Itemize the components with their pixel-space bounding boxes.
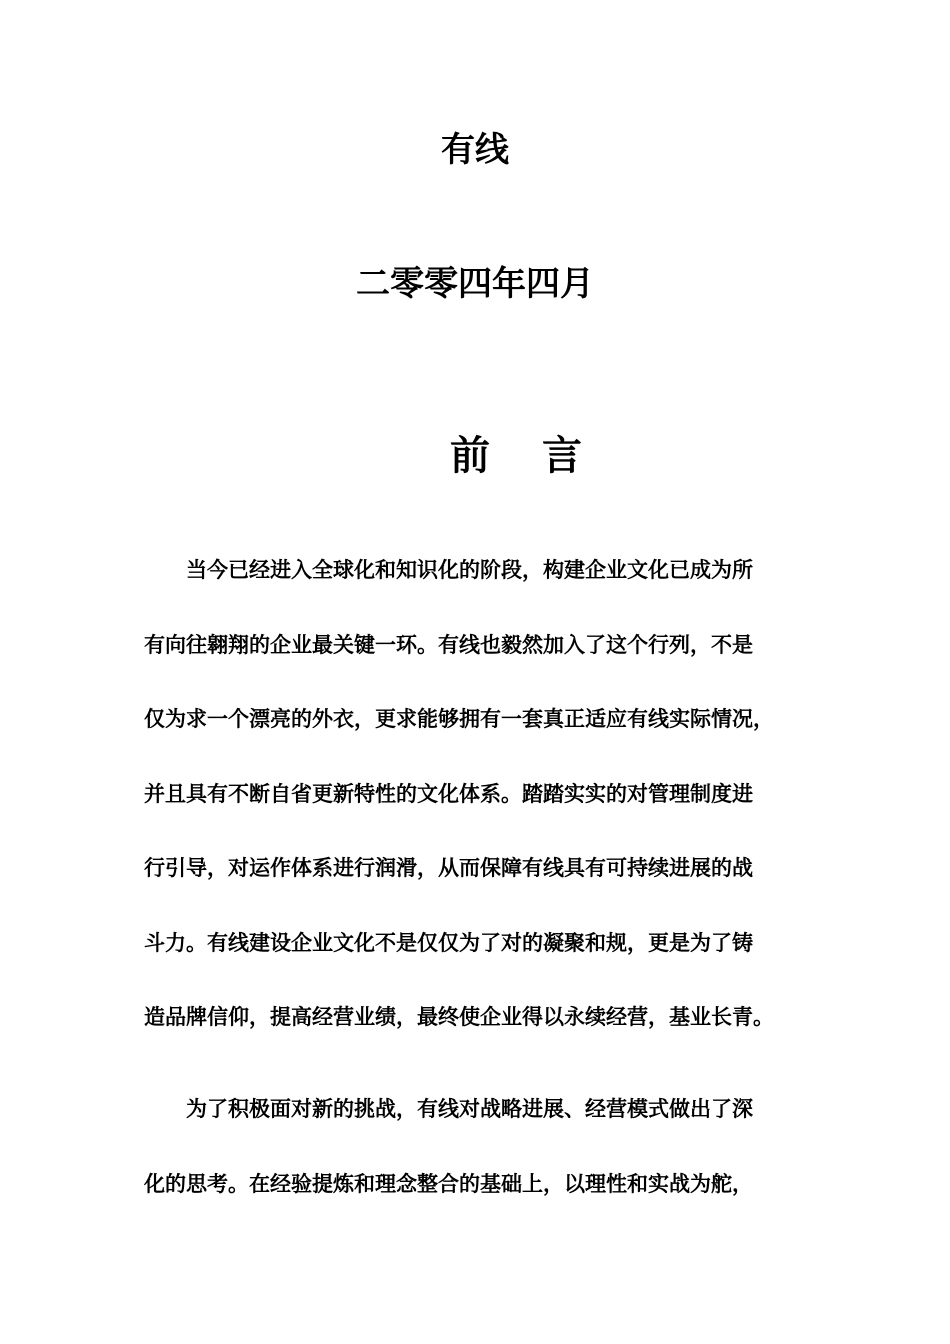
paragraph-line: 行引导，对运作体系进行润滑，从而保障有线具有可持续进展的战 [144,856,753,880]
preface-heading-char-2: 言 [542,433,582,479]
paragraph-line: 为了积极面对新的挑战，有线对战略进展、经营模式做出了深 [186,1097,753,1121]
paragraph-line: 仅为求一个漂亮的外衣，更求能够拥有一套真正适应有线实际情况， [144,707,774,731]
paragraph-line: 有向往翱翔的企业最关键一环。有线也毅然加入了这个行列，不是 [144,632,753,657]
preface-heading-char-1: 前 [450,433,490,479]
preface-paragraph-2 [144,1072,824,1221]
organization-title: 有线 [441,130,509,170]
paragraph-line: 化的思考。在经验提炼和理念整合的基础上，以理性和实战为舵， [144,1171,753,1196]
preface-paragraph-1 [144,533,824,1055]
paragraph-line: 当今已经进入全球化和知识化的阶段，构建企业文化已成为所 [186,558,753,582]
document-date: 二零零四年四月 [356,264,594,304]
paragraph-line: 斗力。有线建设企业文化不是仅仅为了对的凝聚和规，更是为了铸 [144,930,753,955]
paragraph-line: 造品牌信仰，提高经营业绩，最终使企业得以永续经营，基业长青。 [144,1005,774,1029]
preface-heading [450,430,582,482]
paragraph-line: 并且具有不断自省更新特性的文化体系。踏踏实实的对管理制度进 [144,781,753,806]
